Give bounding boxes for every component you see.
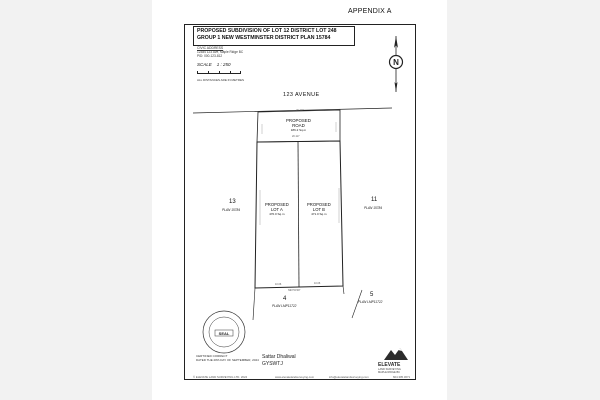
footer-email: info@elevatelandsurveying.com xyxy=(329,375,369,379)
svg-text:20.117: 20.117 xyxy=(296,109,304,112)
south-west-boundary xyxy=(253,288,255,320)
elevate-logo-icon xyxy=(384,348,408,360)
proposed-road-label xyxy=(286,118,311,134)
lot-a-line-2: LOT A xyxy=(270,207,283,213)
footer-copyright: © ELEVATE LAND SURVEYING LTD. 2024 xyxy=(193,375,248,379)
lot-b-area: 471.0 Sq.m xyxy=(311,212,327,217)
footer-website: www.elevatelandsurveying.com xyxy=(275,375,315,379)
scale-text: SCALE xyxy=(197,62,212,67)
signature-short: GYSWTJ xyxy=(262,361,283,367)
south-lot-plan: PLAN LMP11722 xyxy=(272,304,297,308)
svg-text:N: N xyxy=(393,58,399,67)
west-lot-plan: PLAN 15784 xyxy=(222,208,241,212)
logo-name: ELEVATE xyxy=(378,362,401,368)
lot-a-area: 470.0 Sq.m xyxy=(269,212,285,217)
seal-caption-line-2: DATED THE 28th DAY OF SEPTEMBER, 2024 xyxy=(196,357,259,362)
lot-b-line-2: LOT B xyxy=(312,207,325,213)
logo-sub-1: LAND SURVEYING xyxy=(378,368,401,371)
proposed-road-line-2: ROAD xyxy=(292,123,305,129)
title-line-2: GROUP 1 NEW WESTMINSTER DISTRICT PLAN 15784 xyxy=(197,35,331,41)
east-lot-number: 11 xyxy=(371,197,378,203)
road-edge-line xyxy=(193,108,392,113)
west-lot-number: 13 xyxy=(229,199,236,205)
seal-caption-line-1: CERTIFIED CORRECT xyxy=(196,354,228,358)
south-east-boundary xyxy=(352,290,362,318)
title-line-1: PROPOSED SUBDIVISION OF LOT 12 DISTRICT LOT 248 xyxy=(197,28,337,34)
scale-value: 1 : 250 xyxy=(216,62,231,67)
civic-line-2: PID: 000-123-812 xyxy=(197,54,223,58)
appendix-label: APPENDIX A xyxy=(348,8,392,15)
signature-name: Sattar Dhaliwal xyxy=(262,354,296,360)
svg-text:10.06: 10.06 xyxy=(275,283,282,286)
street-name: 123 AVENUE xyxy=(283,92,320,98)
proposed-road-area: 186.2 Sq.m xyxy=(290,128,307,133)
svg-text:N90°00'00": N90°00'00" xyxy=(288,289,301,292)
civic-line-1: 12384 123 Ave, Maple Ridge BC xyxy=(197,50,244,54)
southeast-lot-number: 5 xyxy=(370,292,374,298)
footer-phone: 604.305.3071 xyxy=(393,375,411,379)
south-lot-number: 4 xyxy=(283,296,287,302)
lot-a-label xyxy=(265,202,289,218)
lot-b-label xyxy=(307,202,331,218)
civic-header: CIVIC ADDRESS xyxy=(197,46,224,50)
proposed-road-line-1: PROPOSED xyxy=(286,118,311,123)
logo-sub-2: MAPLE RIDGE BC xyxy=(378,371,401,374)
signature-block xyxy=(262,354,296,368)
svg-text:20.117: 20.117 xyxy=(292,135,300,138)
seal-caption xyxy=(196,355,259,362)
svg-text:SEAL: SEAL xyxy=(218,331,230,336)
east-lot-plan: PLAN 15784 xyxy=(364,206,383,210)
surveyor-seal-icon xyxy=(203,311,245,353)
southeast-lot-plan: PLAN LMP11722 xyxy=(358,300,383,304)
units-note: ALL DISTANCES ARE IN METRES xyxy=(197,78,245,82)
lot-b-line-1: PROPOSED xyxy=(307,202,331,207)
lot-a-line-1: PROPOSED xyxy=(265,202,289,207)
logo-subtitle xyxy=(378,368,401,374)
footer xyxy=(193,375,415,381)
svg-text:10.06: 10.06 xyxy=(314,282,321,285)
